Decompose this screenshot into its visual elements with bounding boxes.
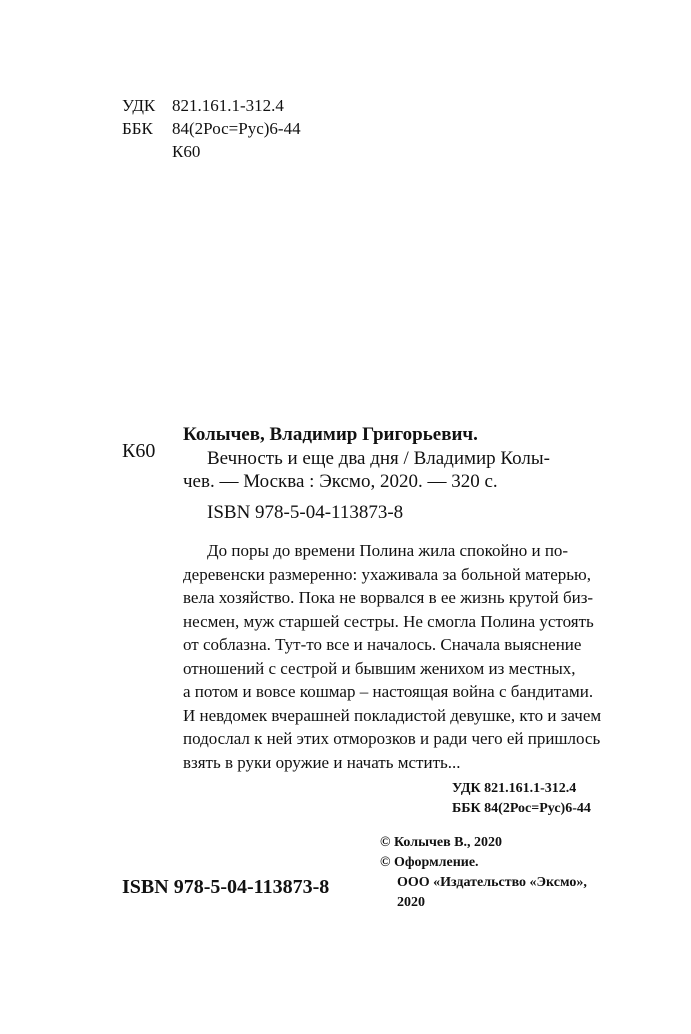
copyright-author: © Колычев В., 2020 bbox=[380, 835, 503, 850]
annotation bbox=[183, 539, 611, 774]
footer-isbn: ISBN 978-5-04-113873-8 bbox=[122, 876, 330, 898]
catalog-author: Колычев, Владимир Григорьевич. bbox=[183, 424, 478, 445]
bbk-label: ББК bbox=[122, 119, 153, 138]
udk-small: УДК 821.161.1-312.4 bbox=[452, 781, 577, 796]
bbk-value: 84(2Рос=Рус)6-44 bbox=[172, 119, 301, 138]
udk-row bbox=[122, 94, 301, 117]
catalog-isbn: ISBN 978-5-04-113873-8 bbox=[207, 502, 404, 523]
annotation-line: взять в руки оружие и начать мстить... bbox=[183, 752, 461, 772]
annotation-line: И невдомек вчерашней покладистой девушке, кто и зачем bbox=[183, 705, 602, 725]
udk-label: УДК bbox=[122, 96, 156, 115]
codes-small bbox=[452, 779, 591, 819]
publisher-line-1: ООО «Издательство «Эксмо», bbox=[397, 875, 587, 890]
annotation-line: отношений с сестрой и бывшим женихом из местных, bbox=[183, 658, 576, 678]
annotation-line: деревенски размеренно: ухаживала за больной матерью, bbox=[183, 564, 591, 584]
annotation-line: До поры до времени Полина жила спокойно и по- bbox=[207, 541, 569, 560]
catalog-title-line-2: чев. — Москва : Эксмо, 2020. — 320 с. bbox=[183, 471, 498, 492]
annotation-line: несмен, муж старшей сестры. Не смогла Полина устоять bbox=[183, 611, 594, 631]
catalog-side-mark: К60 bbox=[122, 440, 156, 462]
publisher-line-2: 2020 bbox=[397, 895, 425, 910]
copyright-block bbox=[380, 833, 587, 913]
copyright-design: © Оформление. bbox=[380, 855, 479, 870]
udk-value: 821.161.1-312.4 bbox=[172, 96, 284, 115]
annotation-line: а потом и вовсе кошмар – настоящая война с бандитами. bbox=[183, 682, 594, 701]
catalog-title-line-1: Вечность и еще два дня / Владимир Колы- bbox=[207, 448, 550, 469]
author-mark-row bbox=[122, 140, 301, 163]
annotation-line: подослал к ней этих отморозков и ради чего ей пришлось bbox=[183, 729, 601, 748]
classification-block bbox=[122, 94, 301, 163]
bbk-small: ББК 84(2Рос=Рус)6-44 bbox=[452, 801, 591, 816]
annotation-line: вела хозяйство. Пока не ворвался в ее жизнь крутой биз- bbox=[183, 588, 594, 607]
bbk-row bbox=[122, 117, 301, 140]
author-mark: К60 bbox=[172, 142, 201, 161]
annotation-line: от соблазна. Тут-то все и началось. Сначала выяснение bbox=[183, 635, 582, 654]
